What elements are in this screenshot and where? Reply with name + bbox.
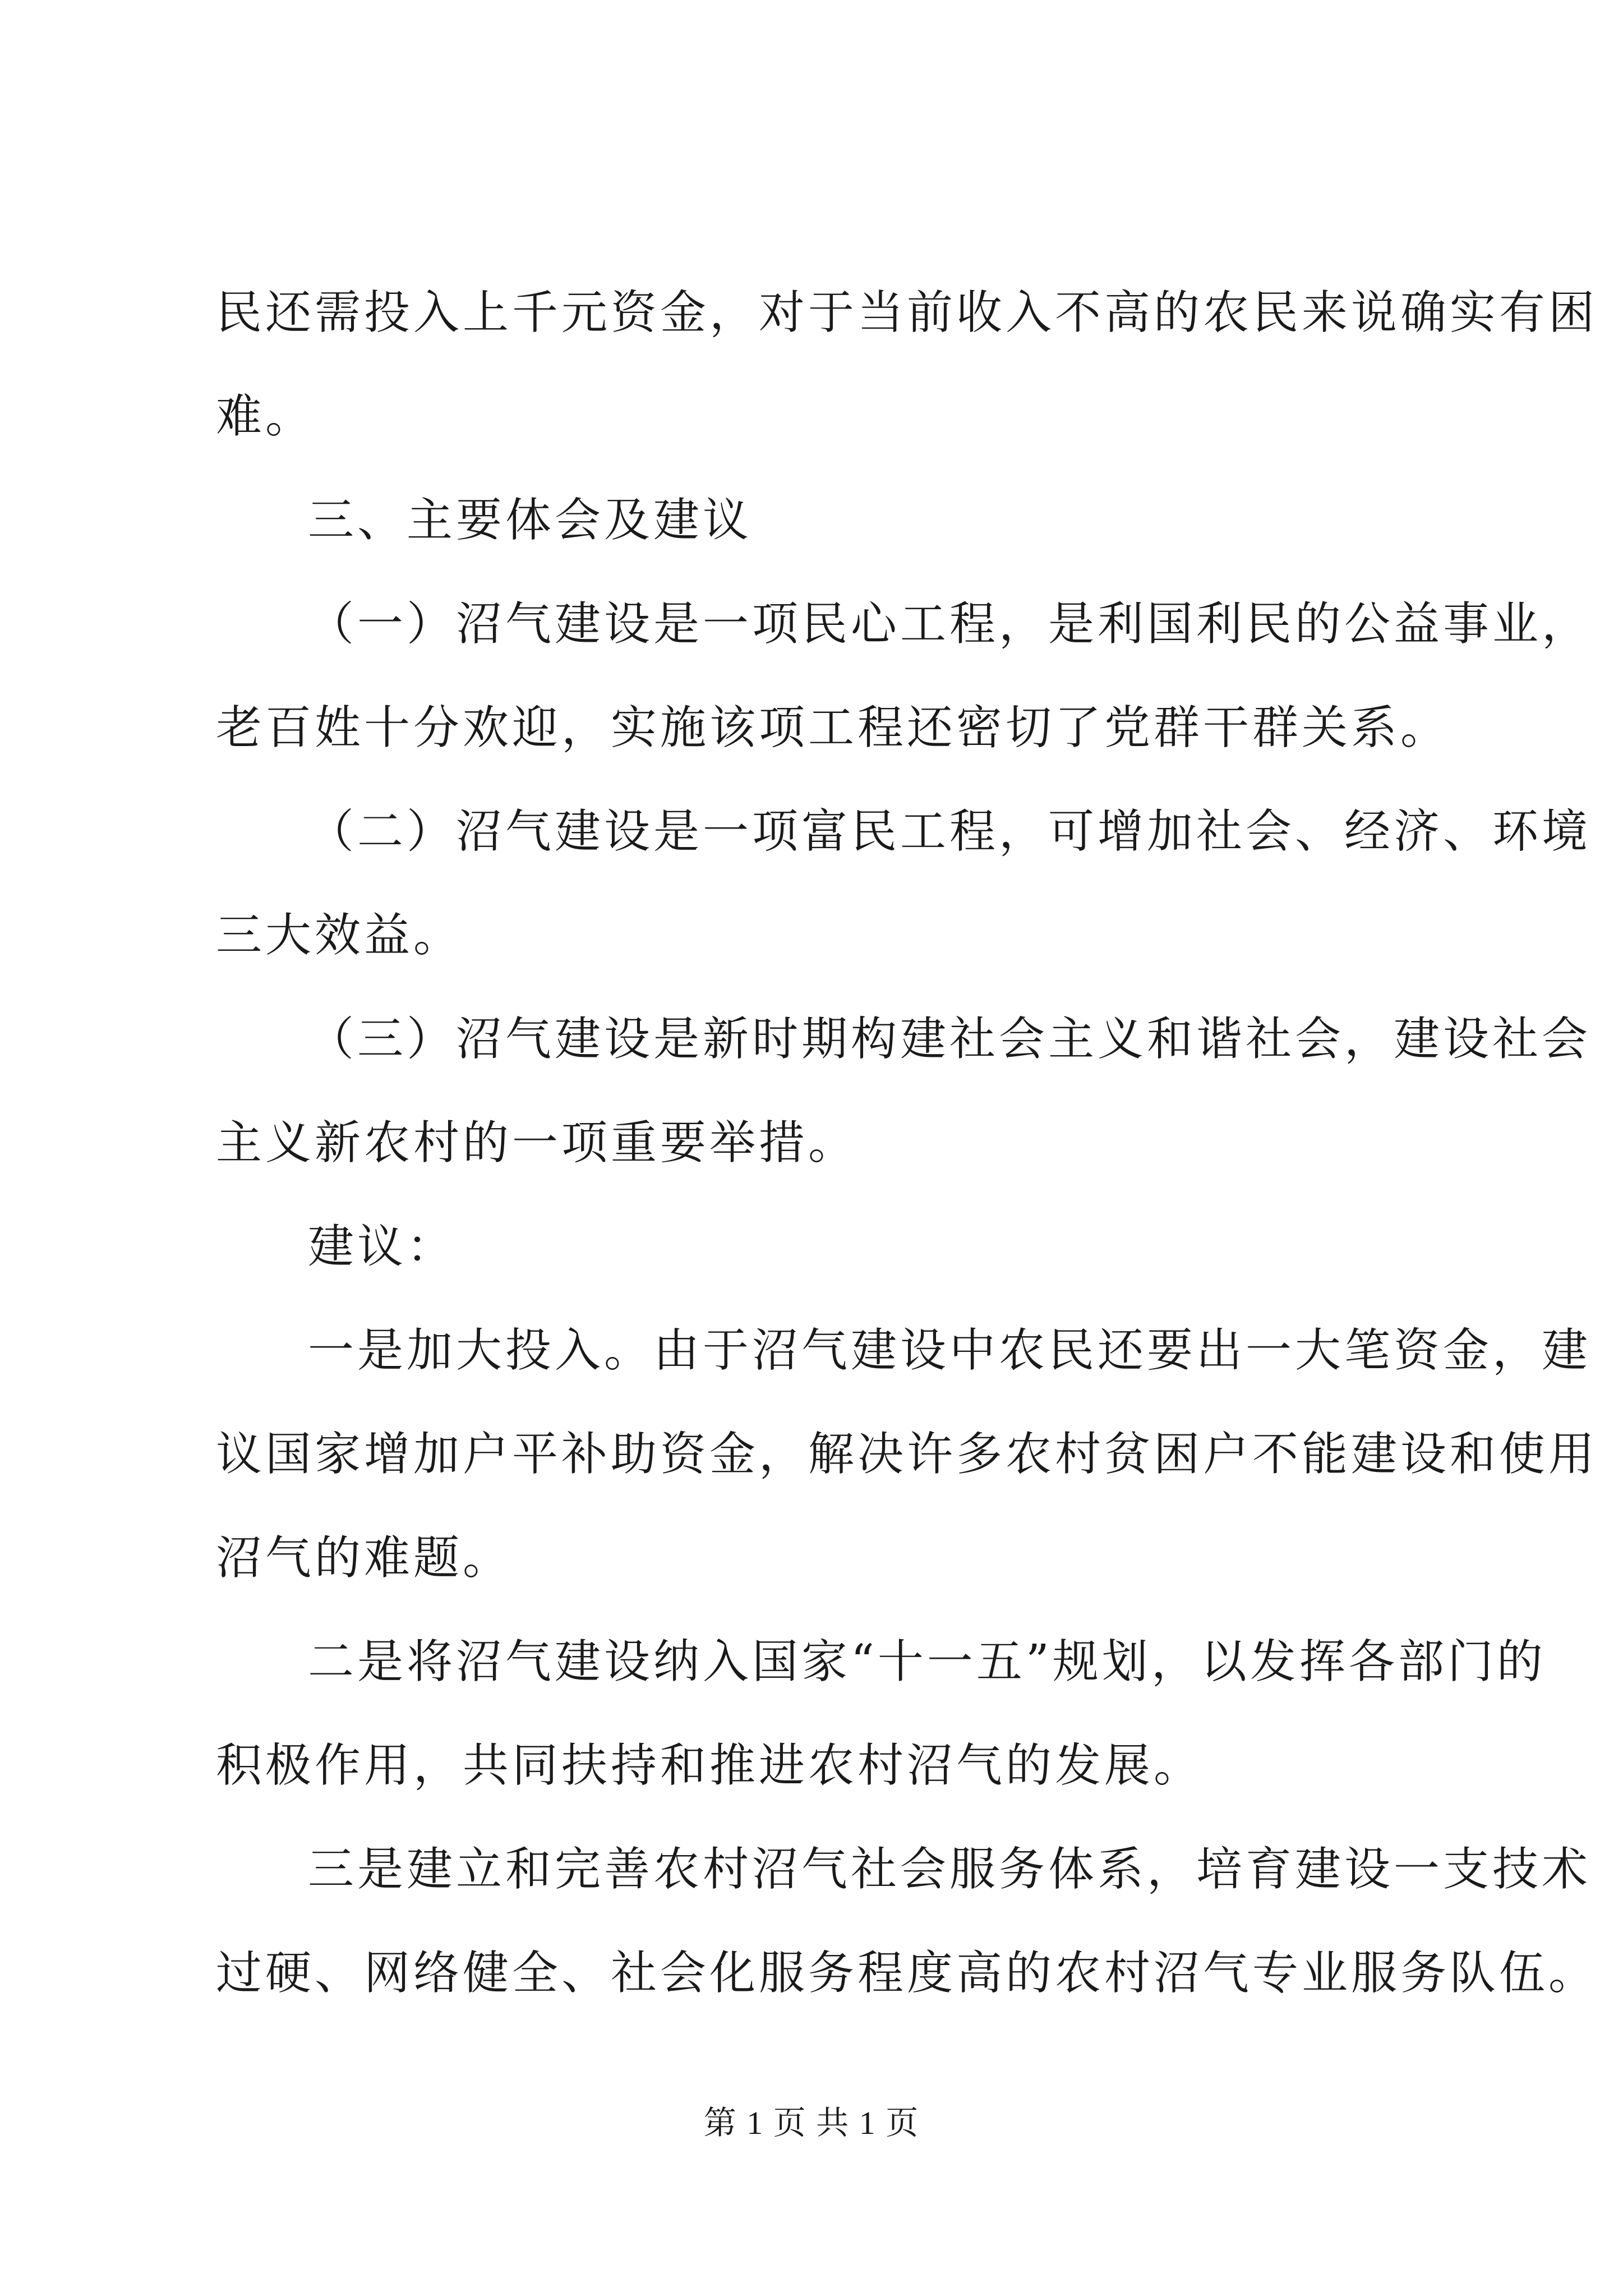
- section-heading: 三、主要体会及建议: [308, 494, 753, 547]
- page-footer: 第 1 页 共 1 页: [703, 2105, 920, 2141]
- body-line: 民还需投入上千元资金，对于当前收入不高的农民来说确实有困: [216, 286, 1598, 339]
- body-line: 三大效益。: [216, 909, 463, 962]
- body-line: 议国家增加户平补助资金，解决许多农村贫困户不能建设和使用: [216, 1428, 1598, 1481]
- body-line: 三是建立和完善农村沼气社会服务体系，培育建设一支技术: [308, 1843, 1592, 1896]
- subheading: 建议：: [308, 1220, 457, 1273]
- body-line: 主义新农村的一项重要举措。: [216, 1116, 858, 1170]
- body-line: 二是将沼气建设纳入国家“十一五”规划，以发挥各部门的: [308, 1635, 1546, 1688]
- body-line: 老百姓十分欢迎，实施该项工程还密切了党群干群关系。: [216, 701, 1450, 754]
- body-line: 过硬、网络健全、社会化服务程度高的农村沼气专业服务队伍。: [216, 1947, 1598, 2000]
- body-line: 积极作用，共同扶持和推进农村沼气的发展。: [216, 1739, 1204, 1792]
- body-line: 一是加大投入。由于沼气建设中农民还要出一大笔资金，建: [308, 1324, 1592, 1377]
- body-line: （三）沼气建设是新时期构建社会主义和谐社会，建设社会: [308, 1013, 1592, 1066]
- body-line: （一）沼气建设是一项民心工程，是利国利民的公益事业，: [308, 597, 1592, 651]
- body-line: 难。: [216, 390, 315, 443]
- body-text: [216, 261, 1598, 2025]
- body-line: （二）沼气建设是一项富民工程，可增加社会、经济、环境: [308, 805, 1592, 858]
- body-line: 沼气的难题。: [216, 1531, 513, 1585]
